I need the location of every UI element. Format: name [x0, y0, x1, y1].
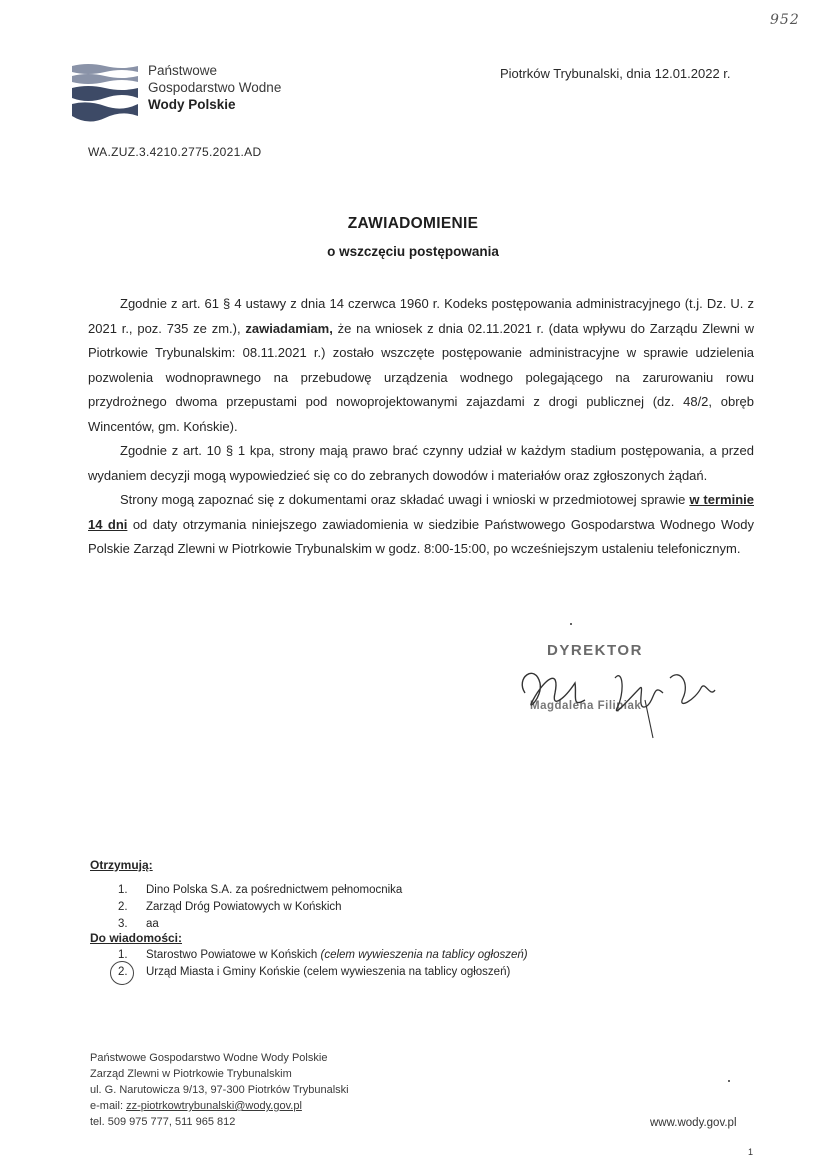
paragraph-3-text-c: od daty otrzymania niniejszego zawiadomienia w siedzibie Państwowego Gospodarstwa Wodnego Wody Polskie Zarząd Zlewni w Piotrkowie Trybunalskim w godz. 8:00-15:00, po wcześniejszym ustaleniu telefonicznym. [88, 516, 754, 556]
paragraph-1-bold: zawiadamiam, [245, 320, 333, 336]
list-item-number: 2. [118, 966, 128, 978]
case-reference: WA.ZUZ.3.4210.2775.2021.AD [88, 145, 262, 159]
list-item [88, 964, 528, 981]
stray-mark [570, 623, 572, 625]
list-item [88, 899, 528, 916]
org-line-1: Państwowe [148, 63, 218, 78]
place-and-date: Piotrków Trybunalski, dnia 12.01.2022 r. [500, 66, 731, 81]
stamp-title: DYREKTOR [547, 642, 643, 659]
org-line-3: Wody Polskie [148, 97, 236, 112]
paragraph-2: Zgodnie z art. 10 § 1 kpa, strony mają prawo brać czynny udział w każdym stadium postępowania, a przed wydaniem decyzji mogą wypowiedzieć się co do zebranych dowodów i materiałów oraz zgłoszonych żądań. [88, 443, 754, 483]
stray-mark [728, 1080, 730, 1082]
list-item-text: aa [146, 918, 159, 930]
list-item-note: (celem wywieszenia na tablicy ogłoszeń) [320, 949, 528, 961]
document-title: ZAWIADOMIENIE [347, 215, 479, 232]
org-line-2: Gospodarstwo Wodne [148, 80, 282, 95]
handwritten-signature-icon [505, 638, 725, 748]
handwritten-page-number: 952 [770, 12, 800, 28]
list-item [88, 916, 528, 933]
paragraph-3 [88, 488, 754, 562]
recipients-list [88, 882, 528, 933]
footer-line-2: Zarząd Zlewni w Piotrkowie Trybunalskim [90, 1068, 292, 1080]
list-item-text: Dino Polska S.A. za pośrednictwem pełnomocnika [146, 884, 403, 896]
distribution-list [88, 858, 528, 981]
footer-line-1: Państwowe Gospodarstwo Wodne Wody Polskie [90, 1052, 328, 1064]
footer-email-row [90, 1098, 349, 1114]
footer-email-link[interactable]: zz-piotrkowtrybunalski@wody.gov.pl [126, 1100, 302, 1112]
document-subtitle: o wszczęciu postępowania [327, 244, 499, 259]
list-item-text: Zarząd Dróg Powiatowych w Końskich [146, 901, 342, 913]
footer-line-3: ul. G. Narutowicza 9/13, 97-300 Piotrków Trybunalski [90, 1084, 349, 1096]
list-item [88, 947, 528, 964]
list-item-number: 1. [118, 949, 128, 961]
paragraph-1 [88, 292, 754, 439]
list-item-number: 1. [118, 884, 128, 896]
recipients-header: Otrzymują: [90, 858, 153, 872]
website-link[interactable]: www.wody.gov.pl [650, 1117, 737, 1129]
wody-polskie-logo-icon [70, 60, 140, 122]
organization-name [148, 62, 281, 113]
footer-address [90, 1050, 349, 1130]
paragraph-1-text-a: Zgodnie z art. 61 § 4 ustawy z dnia 14 czerwca 1960 r. Kodeks postępowania administracyjnego (t.j. Dz. U. z 2021 r., poz. 735 ze zm.), [88, 296, 754, 336]
list-item-number: 3. [118, 918, 128, 930]
list-item-text: Urząd Miasta i Gminy Końskie (celem wywieszenia na tablicy ogłoszeń) [146, 966, 511, 978]
footer-phone: tel. 509 975 777, 511 965 812 [90, 1116, 236, 1128]
document-body [88, 292, 754, 562]
page-number: 1 [748, 1147, 754, 1157]
signature-block [505, 638, 725, 748]
for-info-list [88, 947, 528, 981]
list-item-number: 2. [118, 901, 128, 913]
stamp-name: Magdalena Filipiak [530, 700, 642, 712]
list-item-text: Starostwo Powiatowe w Końskich [146, 949, 321, 961]
paragraph-1-text-c: że na wniosek z dnia 02.11.2021 r. (data wpływu do Zarządu Zlewni w Piotrkowie Trybunalskim: 08.11.2021 r.) zostało wszczęte postępowanie administracyjne w sprawie udzielenia pozwolenia wodnoprawnego na przebudowę urządzenia wodnego polegającego na zarurowaniu rowu przydrożnego dwoma przepustami pod nowoprojektowanymi zajazdami z drogi publicznej (dz. 48/2, obręb Wincentów, gm. Końskie). [88, 320, 754, 434]
deadline-emphasis: w terminie 14 dni [88, 492, 754, 532]
list-item [88, 882, 528, 899]
for-info-header: Do wiadomości: [90, 931, 183, 945]
footer-email-label: e-mail: [90, 1100, 127, 1112]
paragraph-3-text-a: Strony mogą zapoznać się z dokumentami oraz składać uwagi i wnioski w przedmiotowej sprawie [120, 492, 690, 507]
